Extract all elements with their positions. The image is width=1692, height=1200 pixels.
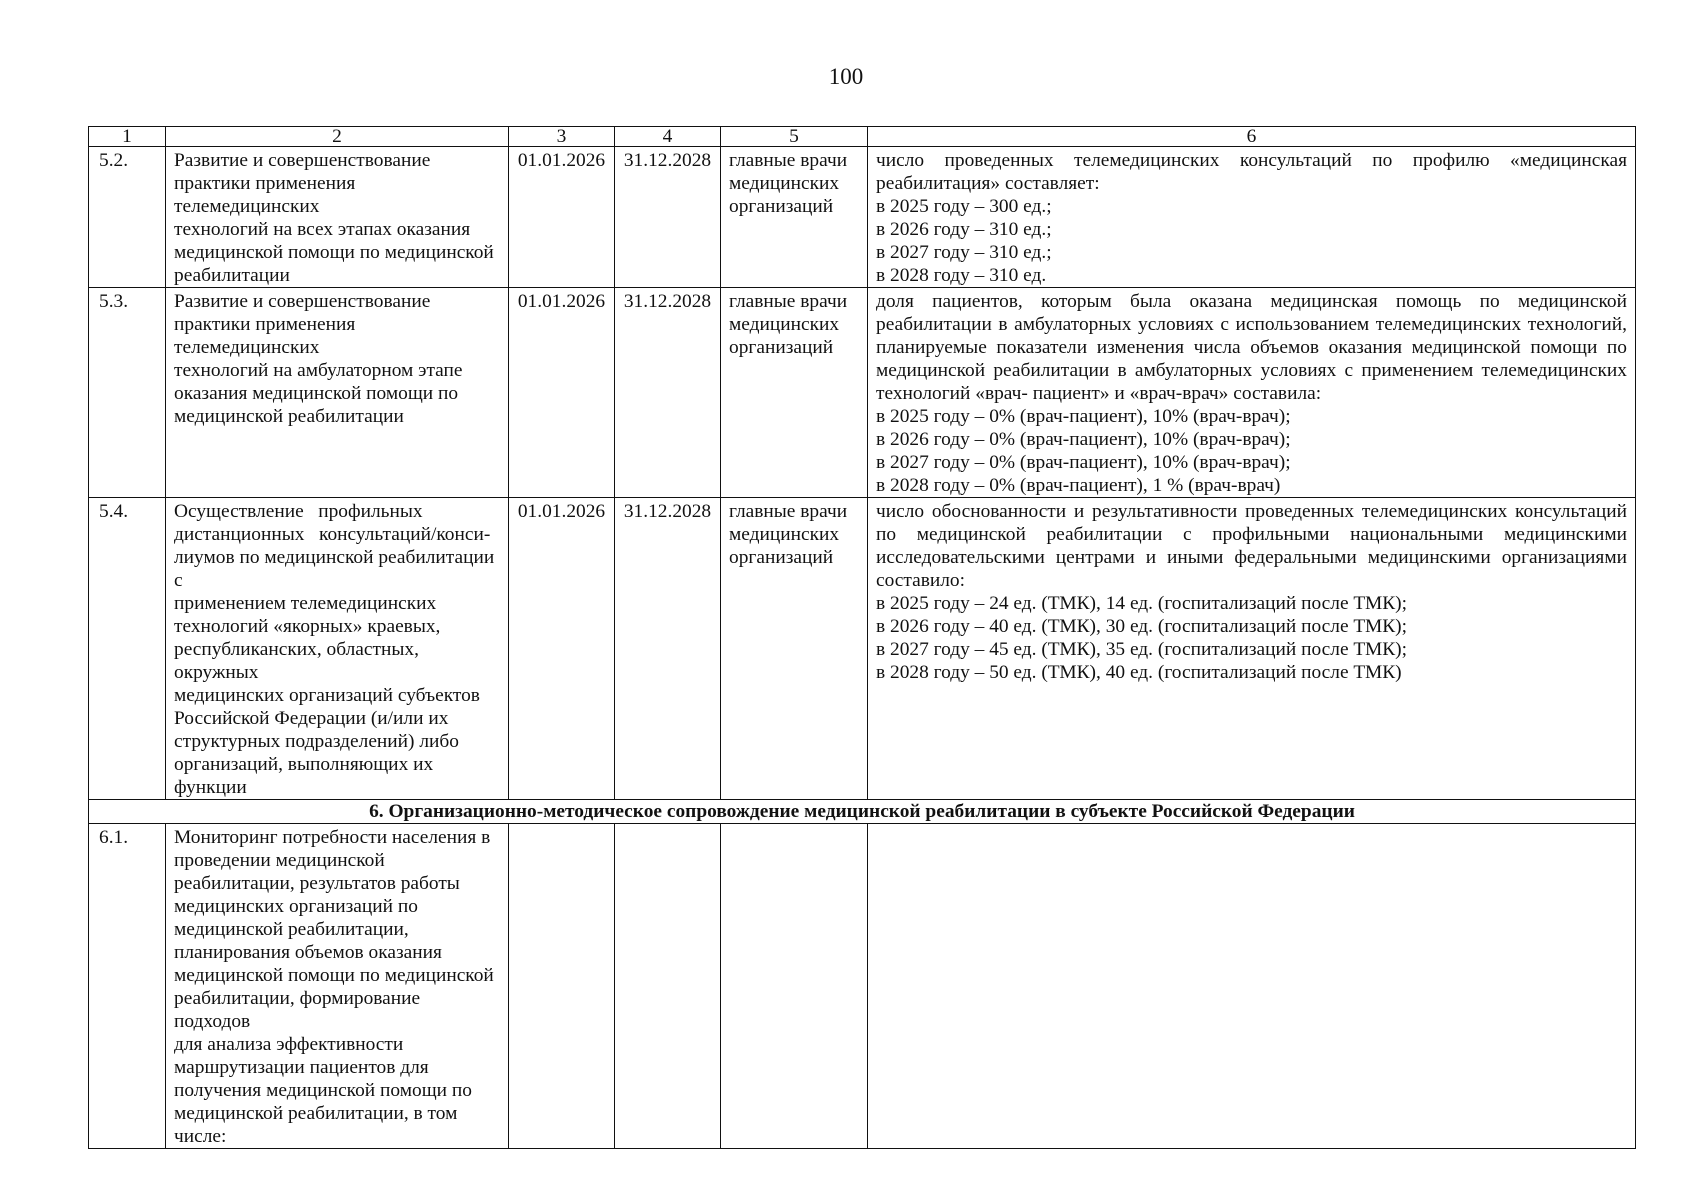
task-line: практики применения телемедицинских <box>174 314 356 358</box>
result-item: в 2027 году – 310 ед.; <box>876 242 1052 263</box>
task-line: оказания медицинской помощи по <box>174 383 459 404</box>
task-line: лиумов по медицинской реабилитации с <box>174 547 495 591</box>
result-cell <box>868 147 1636 288</box>
task-line: планирования объемов оказания <box>174 942 442 963</box>
task-line: медицинской реабилитации, <box>174 919 409 940</box>
task-line: республиканских, областных, окружных <box>174 639 419 683</box>
task-line: Мониторинг потребности населения в <box>174 827 491 848</box>
task-line: медицинской реабилитации <box>174 406 404 427</box>
header-cell: 4 <box>615 127 721 147</box>
responsible-line: главные врачи <box>729 501 848 522</box>
task-line: медицинских организаций по <box>174 896 418 917</box>
task-cell <box>166 288 509 498</box>
responsible-cell <box>721 498 868 800</box>
result-item: в 2027 году – 0% (врач-пациент), 10% (врач-врач); <box>876 452 1291 473</box>
responsible-line: медицинских <box>729 524 840 545</box>
result-item: в 2028 году – 50 ед. (ТМК), 40 ед. (госпитализаций после ТМК) <box>876 662 1402 683</box>
responsible-line: главные врачи <box>729 291 848 312</box>
end-date-empty <box>615 824 721 1149</box>
section-row <box>89 800 1636 824</box>
task-line: технологий на всех этапах оказания <box>174 219 471 240</box>
task-line: медицинской помощи по медицинской <box>174 965 494 986</box>
result-item: в 2026 году – 40 ед. (ТМК), 30 ед. (госпитализаций после ТМК); <box>876 616 1408 637</box>
table-row <box>89 824 1636 1149</box>
item-number: 5.2. <box>89 147 166 288</box>
task-line: технологий «якорных» краевых, <box>174 616 441 637</box>
task-line: применением телемедицинских <box>174 593 437 614</box>
result-item: в 2026 году – 310 ед.; <box>876 219 1052 240</box>
task-line: организаций, выполняющих их <box>174 754 434 775</box>
task-line: реабилитации, формирование подходов <box>174 988 421 1032</box>
task-cell <box>166 147 509 288</box>
task-line: медицинской реабилитации, в том <box>174 1103 458 1124</box>
result-item: в 2025 году – 24 ед. (ТМК), 14 ед. (госпитализаций после ТМК); <box>876 593 1408 614</box>
end-date: 31.12.2028 <box>615 498 721 800</box>
task-line: для анализа эффективности <box>174 1034 404 1055</box>
responsible-line: организаций <box>729 337 834 358</box>
result-intro: доля пациентов, которым была оказана медицинская помощь по медицинской реабилитации в амбулаторных условиях с использованием телемедицинских технологий, планируемые показатели изменения числа объемов оказания медицинской помощи по медицинской реабилитации в амбулаторных условиях с применением телемедицинских технологий «врач- пациент» и «врач-врач» составила: <box>876 291 1627 404</box>
item-number: 5.4. <box>89 498 166 800</box>
result-item: в 2027 году – 45 ед. (ТМК), 35 ед. (госпитализаций после ТМК); <box>876 639 1408 660</box>
task-line: практики применения телемедицинских <box>174 173 356 217</box>
task-line: реабилитации <box>174 265 290 286</box>
task-line: Развитие и совершенствование <box>174 150 431 171</box>
table-row <box>89 498 1636 800</box>
task-line: проведении медицинской <box>174 850 385 871</box>
start-date: 01.01.2026 <box>509 288 615 498</box>
result-cell <box>868 288 1636 498</box>
result-empty <box>868 824 1636 1149</box>
start-date-empty <box>509 824 615 1149</box>
header-cell: 5 <box>721 127 868 147</box>
start-date: 01.01.2026 <box>509 498 615 800</box>
page-number: 100 <box>828 64 864 89</box>
task-line: получения медицинской помощи по <box>174 1080 472 1101</box>
header-row <box>89 127 1636 147</box>
result-item: в 2025 году – 0% (врач-пациент), 10% (врач-врач); <box>876 406 1291 427</box>
header-cell: 6 <box>868 127 1636 147</box>
task-line: функции <box>174 777 247 798</box>
header-cell: 2 <box>166 127 509 147</box>
task-line: Развитие и совершенствование <box>174 291 431 312</box>
plan-table <box>88 126 1636 1149</box>
table-row <box>89 147 1636 288</box>
header-cell: 3 <box>509 127 615 147</box>
result-intro: число обоснованности и результативности проведенных телемедицинских консультаций по медицинской реабилитации с профильными национальными медицинскими исследовательскими центрами и иными федеральными медицинскими организациями составило: <box>876 501 1627 591</box>
responsible-line: медицинских <box>729 173 840 194</box>
start-date: 01.01.2026 <box>509 147 615 288</box>
responsible-empty <box>721 824 868 1149</box>
task-line: дистанционных консультаций/конси- <box>174 524 491 545</box>
table-row <box>89 288 1636 498</box>
responsible-line: организаций <box>729 547 834 568</box>
responsible-line: главные врачи <box>729 150 848 171</box>
result-item: в 2025 году – 300 ед.; <box>876 196 1052 217</box>
section-title: 6. Организационно-методическое сопровождение медицинской реабилитации в субъекте Российской Федерации <box>89 800 1636 824</box>
header-cell: 1 <box>89 127 166 147</box>
item-number: 6.1. <box>89 824 166 1149</box>
task-line: Осуществление профильных <box>174 501 423 522</box>
item-number: 5.3. <box>89 288 166 498</box>
task-line: медицинских организаций субъектов <box>174 685 480 706</box>
task-line: числе: <box>174 1126 227 1147</box>
responsible-cell <box>721 288 868 498</box>
result-intro: число проведенных телемедицинских консультаций по профилю «медицинская реабилитация» составляет: <box>876 150 1627 194</box>
result-item: в 2028 году – 310 ед. <box>876 265 1047 286</box>
result-item: в 2026 году – 0% (врач-пациент), 10% (врач-врач); <box>876 429 1291 450</box>
task-line: реабилитации, результатов работы <box>174 873 460 894</box>
task-line: структурных подразделений) либо <box>174 731 459 752</box>
responsible-line: организаций <box>729 196 834 217</box>
task-cell <box>166 498 509 800</box>
task-line: медицинской помощи по медицинской <box>174 242 494 263</box>
task-line: Российской Федерации (и/или их <box>174 708 449 729</box>
task-line: маршрутизации пациентов для <box>174 1057 429 1078</box>
end-date: 31.12.2028 <box>615 288 721 498</box>
result-cell <box>868 498 1636 800</box>
end-date: 31.12.2028 <box>615 147 721 288</box>
result-item: в 2028 году – 0% (врач-пациент), 1 % (врач-врач) <box>876 475 1281 496</box>
responsible-line: медицинских <box>729 314 840 335</box>
responsible-cell <box>721 147 868 288</box>
task-line: технологий на амбулаторном этапе <box>174 360 463 381</box>
task-cell <box>166 824 509 1149</box>
